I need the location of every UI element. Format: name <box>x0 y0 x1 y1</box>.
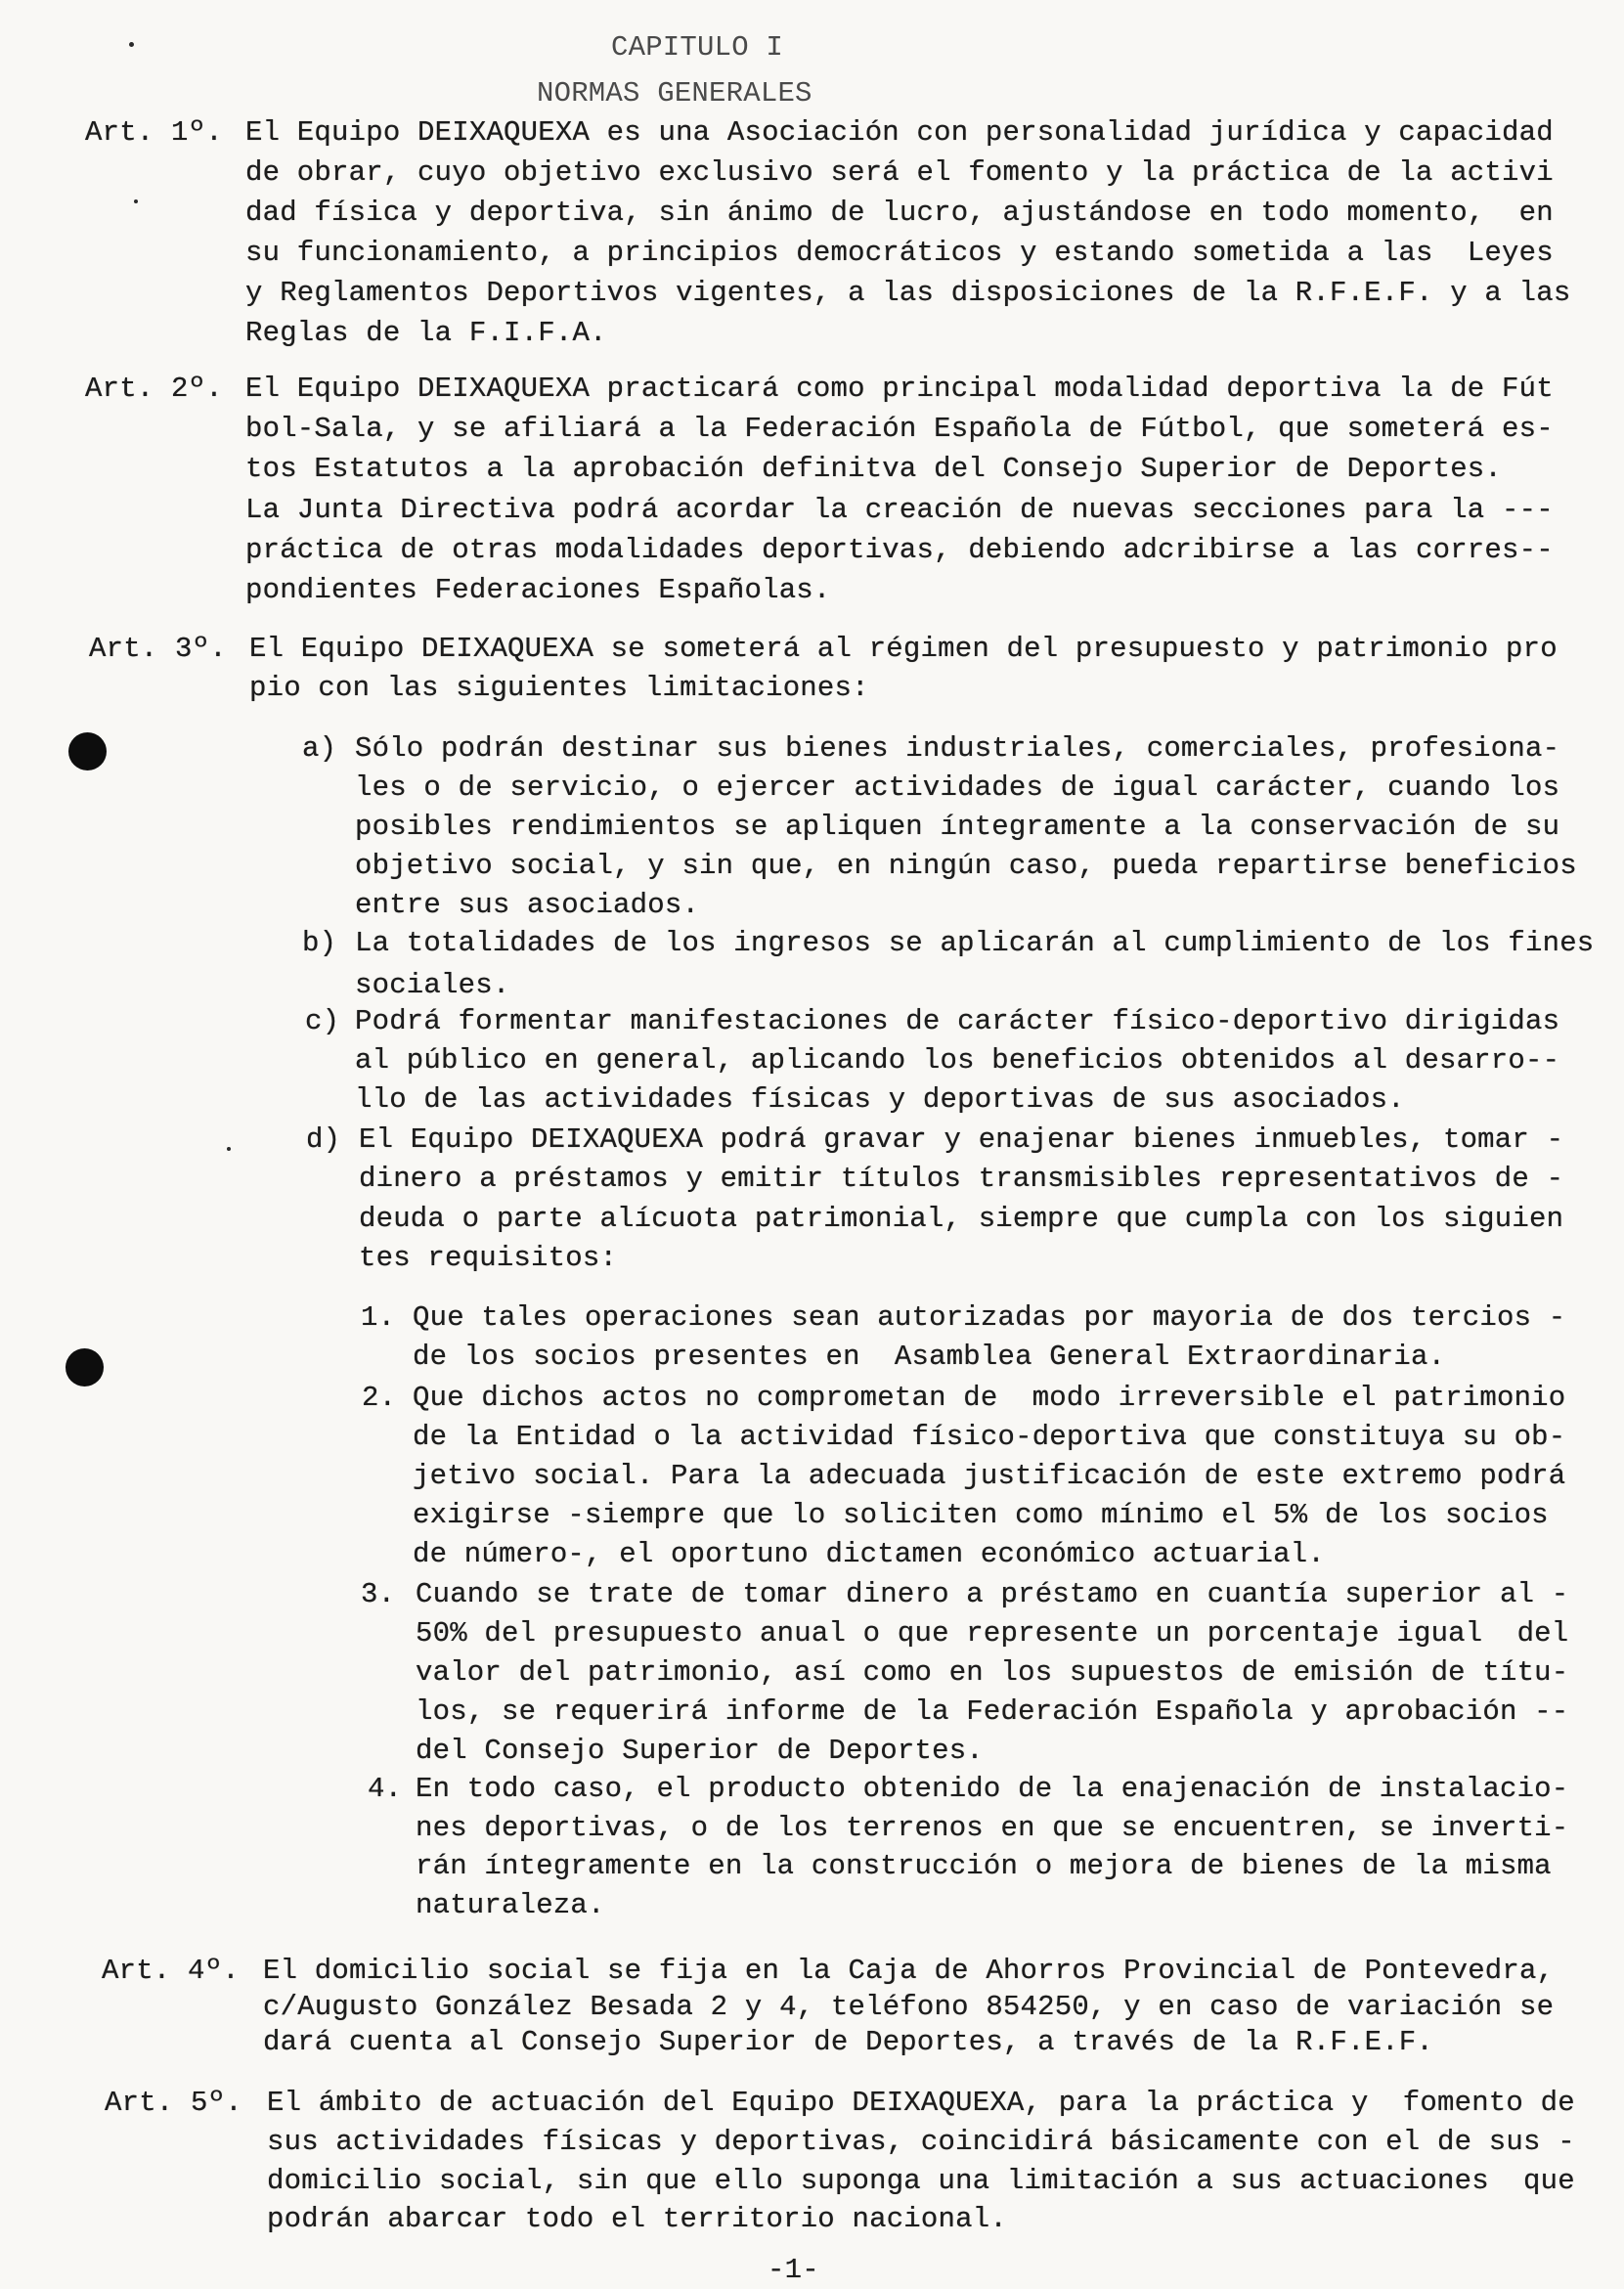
article-4-text: El domicilio social se fija en la Caja de Ahorros Provincial de Pontevedra, c/Augusto González Besada 2 y 4, teléfono 854250, y en caso de variación se dará cuenta al Consejo Superior de Deportes, a través de la R.F.E.F. <box>263 1955 1555 2059</box>
paper-speck <box>129 42 134 47</box>
article-3-item-d-text: El Equipo DEIXAQUEXA podrá gravar y enajenar bienes inmuebles, tomar - dinero a préstamos y emitir títulos transmisibles representativos de - deuda o parte alícuota patrimonial, siempre que cumpla con los siguien tes requisitos: <box>359 1123 1564 1274</box>
requirement-1-label: 1. <box>361 1301 396 1334</box>
article-5-text: El ámbito de actuación del Equipo DEIXAQUEXA, para la práctica y fomento de sus actividades físicas y deportivas, coincidirá básicamente con el de sus - domicilio social, sin que ello suponga una limitación a sus actuaciones que podrán abarcar todo el territorio nacional. <box>267 2087 1575 2236</box>
article-3-item-b-label: b) <box>302 927 337 959</box>
article-4-label: Art. 4º. <box>102 1955 240 1987</box>
requirement-4-label: 4. <box>368 1773 403 1805</box>
requirement-2-text: Que dichos actos no comprometan de modo irreversible el patrimonio de la Entidad o la actividad físico-deportiva que constituya su ob- jetivo social. Para la adecuada justificación de este extremo podrá exigirse -siempre que lo soliciten como mínimo el 5% de los socios de número-, el oportuno dictamen económico actuarial. <box>413 1382 1566 1570</box>
requirement-4-text: En todo caso, el producto obtenido de la enajenación de instalacio- nes deportivas, o de los terrenos en que se encuentren, se inverti- rán íntegramente en la construcción o mejora de bienes de la misma naturaleza. <box>416 1773 1569 1922</box>
article-3-item-a-label: a) <box>302 732 337 765</box>
requirement-3-label: 3. <box>361 1578 396 1610</box>
punch-hole <box>66 1348 104 1387</box>
chapter-heading: NORMAS GENERALES <box>537 77 812 110</box>
chapter-title: CAPITULO I <box>611 31 784 64</box>
paper-speck <box>134 199 138 203</box>
article-2-text: El Equipo DEIXAQUEXA practicará como principal modalidad deportiva la de Fút bol-Sala, y se afiliará a la Federación Española de Fútbol, que someterá es- tos Estatutos a la aprobación definitva del Consejo Superior de Deportes. La Junta Directiva podrá acordar la creación de nuevas secciones para la --- práctica de otras modalidades deportivas, debiendo adcribirse a las corres-- pondientes Federaciones Españolas. <box>245 373 1554 607</box>
article-3-item-c-label: c) <box>305 1005 340 1037</box>
article-3-item-c-text: Podrá formentar manifestaciones de carácter físico-deportivo dirigidas al público en general, aplicando los beneficios obtenidos al desarro-- llo de las actividades físicas y deportivas de sus asociados. <box>355 1005 1560 1116</box>
article-1-label: Art. 1º. <box>85 116 223 149</box>
article-2-label: Art. 2º. <box>85 373 223 405</box>
article-3-label: Art. 3º. <box>89 633 227 665</box>
article-3-item-a-text: Sólo podrán destinar sus bienes industriales, comerciales, profesiona- les o de servicio, o ejercer actividades de igual carácter, cuando los posibles rendimientos se apliquen íntegramente a la conservación de su objetivo social, y sin que, en ningún caso, pueda repartirse beneficios entre sus asociados. <box>355 732 1577 921</box>
article-1-text: El Equipo DEIXAQUEXA es una Asociación con personalidad jurídica y capacidad de obrar, cuyo objetivo exclusivo será el fomento y la práctica de la activi dad física y deportiva, sin ánimo de lucro, ajustándose en todo momento, en su funcionamiento, a principios democráticos y estando sometida a las Leyes y Reglamentos Deportivos vigentes, a las disposiciones de la R.F.E.F. y a las Reglas de la F.I.F.A. <box>245 116 1571 349</box>
paper-speck <box>227 1147 231 1151</box>
punch-hole <box>68 732 107 770</box>
article-3-item-b-text: La totalidades de los ingresos se aplicarán al cumplimiento de los fines sociales. <box>355 927 1595 1001</box>
requirement-3-text: Cuando se trate de tomar dinero a préstamo en cuantía superior al - 50% del presupuesto anual o que represente un porcentaje igual del valor del patrimonio, así como en los supuestos de emisión de títu- los, se requerirá informe de la Federación Española y aprobación -- del Consejo Superior de Deportes. <box>416 1578 1569 1767</box>
article-3-item-d-label: d) <box>306 1123 341 1156</box>
article-5-label: Art. 5º. <box>105 2087 242 2119</box>
requirement-2-label: 2. <box>362 1382 397 1414</box>
page-number: -1- <box>768 2254 819 2286</box>
requirement-1-text: Que tales operaciones sean autorizadas por mayoria de dos tercios - de los socios presentes en Asamblea General Extraordinaria. <box>413 1301 1566 1374</box>
article-3-text: El Equipo DEIXAQUEXA se someterá al régimen del presupuesto y patrimonio pro pio con las siguientes limitaciones: <box>249 633 1558 705</box>
